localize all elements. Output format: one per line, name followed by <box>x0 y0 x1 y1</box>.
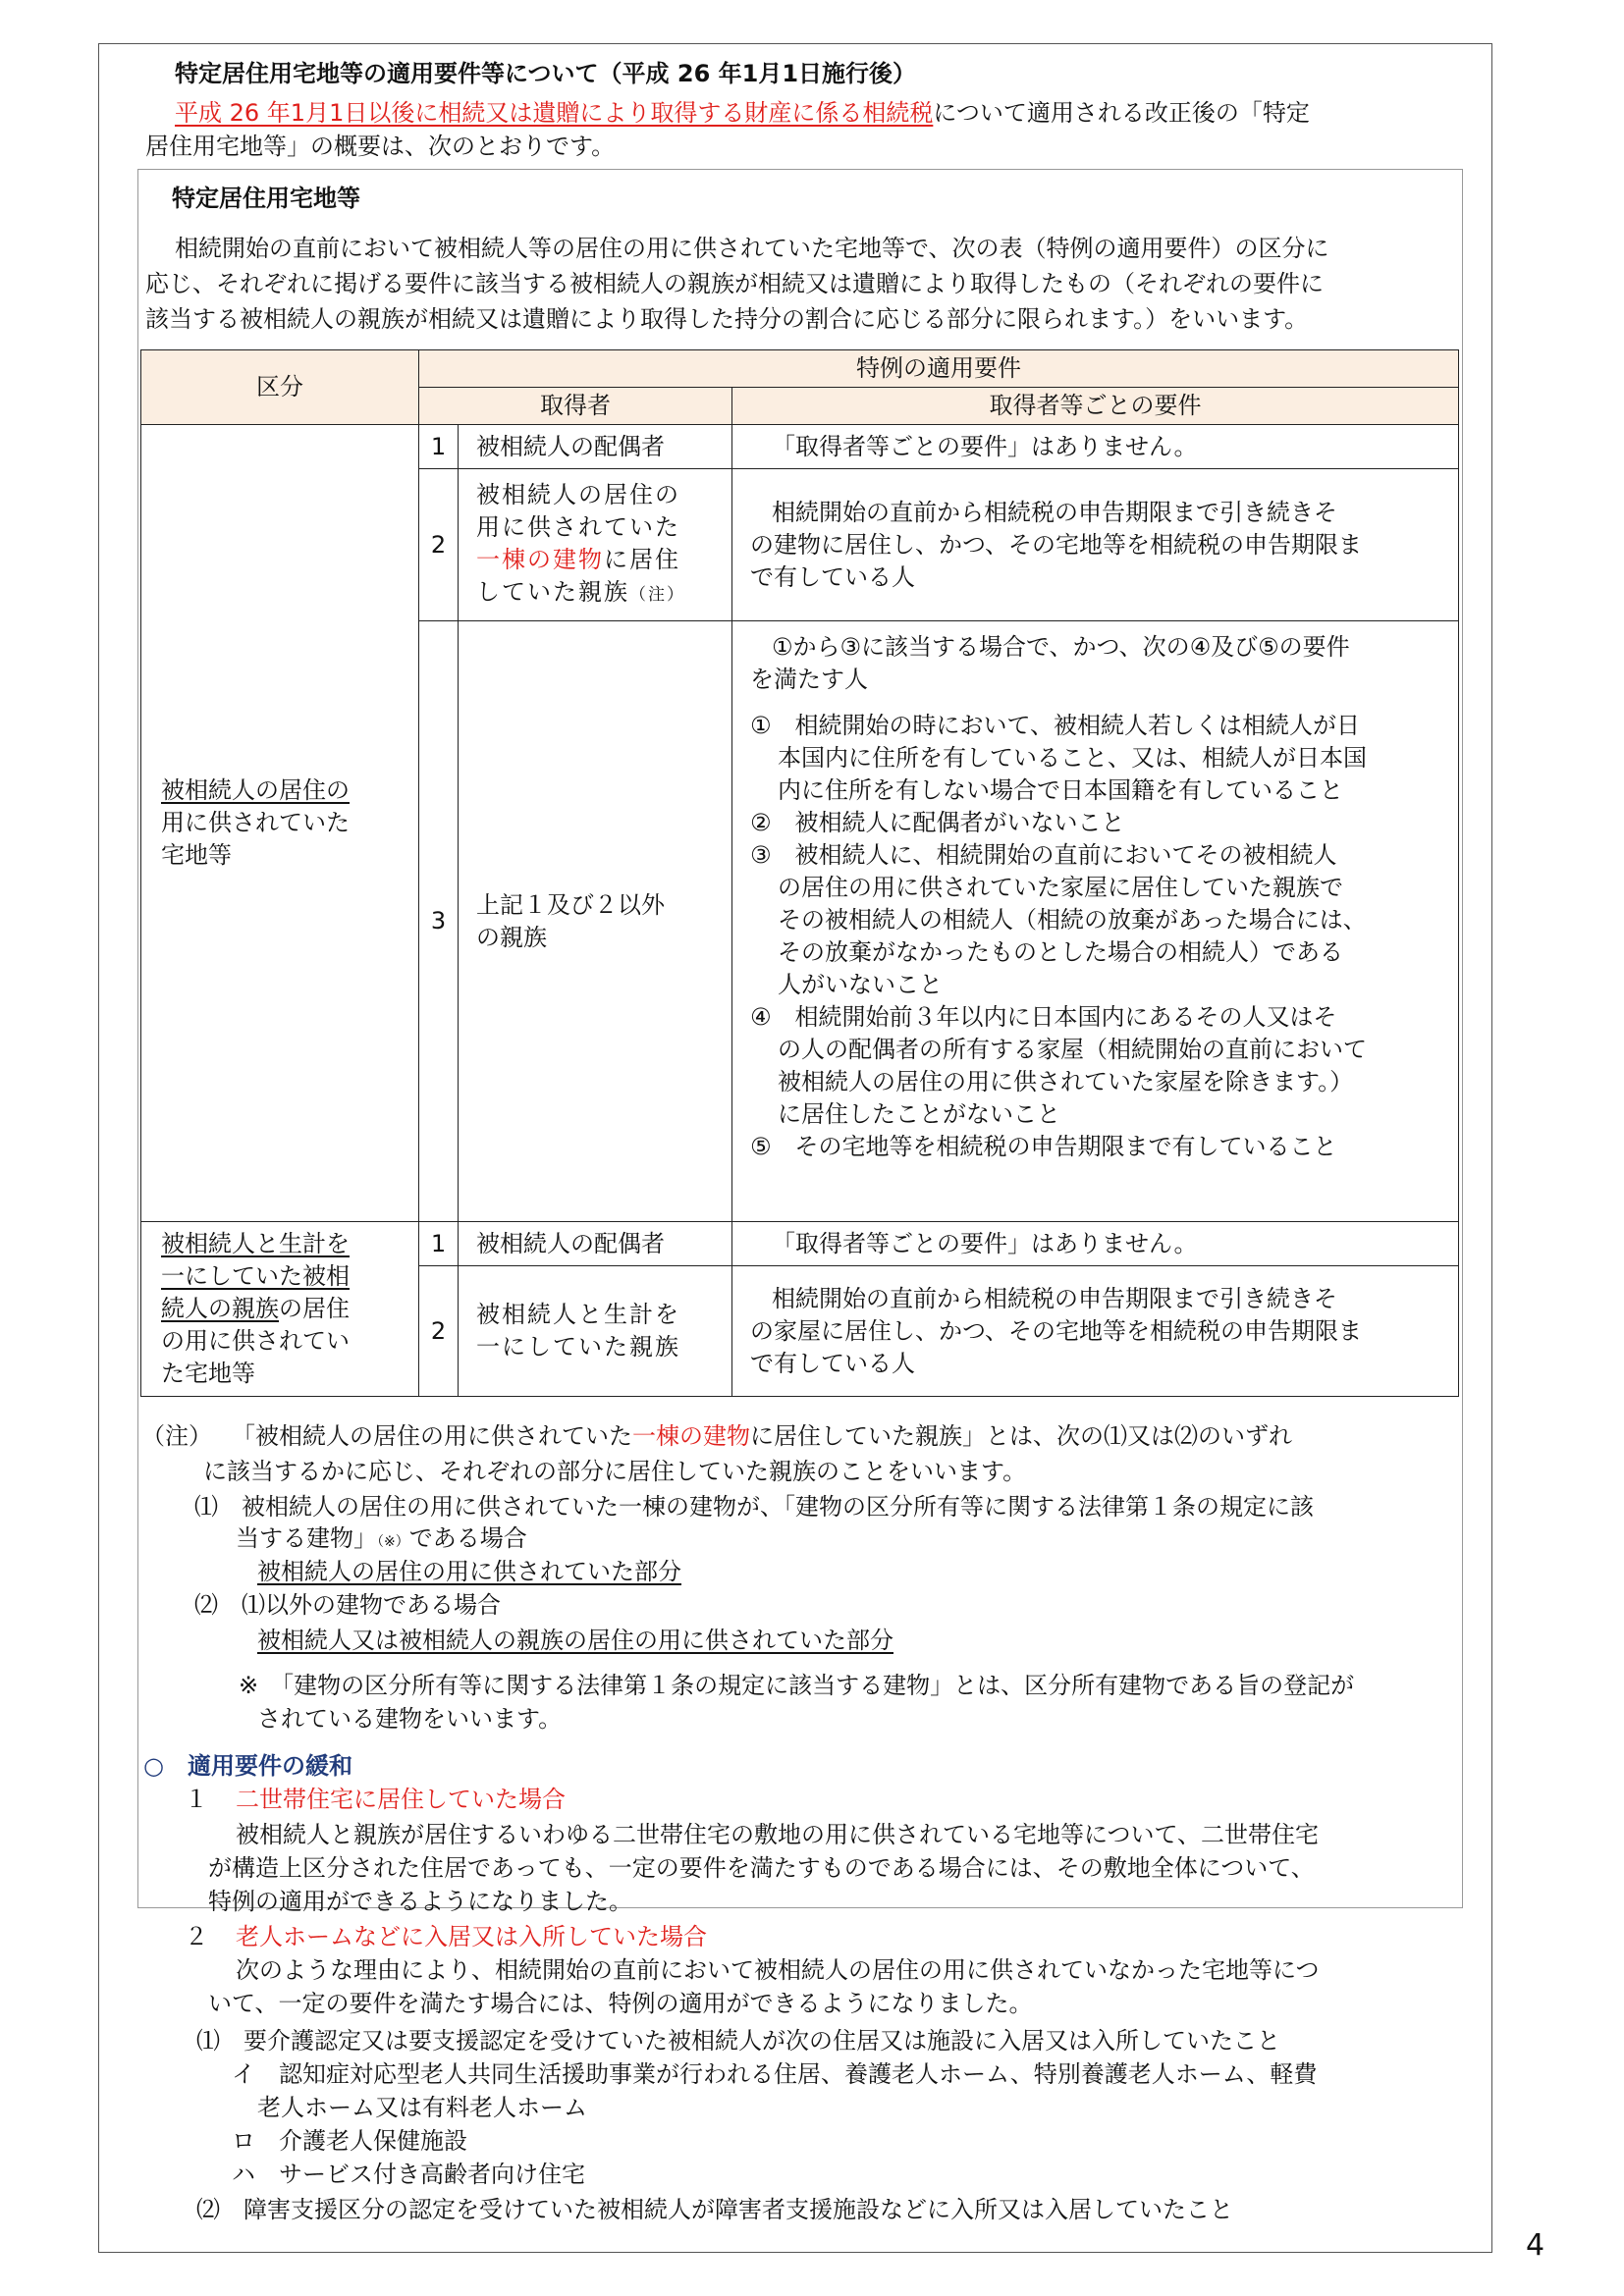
g1-r3-item-3 <box>750 839 1452 1001</box>
g1-kubun-line: 被相続人の居住の <box>161 776 350 804</box>
note-item-2-part: 被相続人又は被相続人の親族の居住の用に供されていた部分 <box>257 1627 893 1654</box>
relax-s1-num: １ <box>185 1786 208 1813</box>
g1-r3-item-line: その放棄がなかったものとした場合の相続人）である <box>778 938 1343 966</box>
note-red-text: 一棟の建物 <box>632 1422 750 1450</box>
requirements-table <box>140 349 1459 1397</box>
g2-kubun-plain: の居住 <box>279 1295 350 1322</box>
g1-r2-who <box>459 469 732 621</box>
g2-r2-num: 2 <box>419 1266 459 1397</box>
g2-r2-who-line: 被相続人と生計を <box>476 1301 680 1328</box>
note-mark: （注） <box>141 1422 212 1450</box>
intro-rest: について適用される改正後の「特定 <box>933 99 1310 127</box>
g2-r2-req-line: の家屋に居住し、かつ、その宅地等を相続税の申告期限ま <box>750 1316 1363 1345</box>
relax-s2-title: 老人ホームなどに入居又は入所していた場合 <box>236 1923 707 1950</box>
header-shutoku: 取得者 <box>419 388 732 425</box>
g1-r2-req-line: 相続開始の直前から相続税の申告期限まで引き続きそ <box>772 498 1337 526</box>
g2-r1-req: 「取得者等ごとの要件」はありません。 <box>732 1222 1459 1266</box>
g1-r2-who-line: 被相続人の居住の <box>476 480 680 508</box>
g1-kubun <box>141 425 419 1222</box>
relax-s1-line: が構造上区分された住居であっても、一定の要件を満たすものである場合には、その敷地全体について、 <box>208 1854 1315 1882</box>
g1-r2-req <box>732 469 1459 621</box>
g2-r2-req <box>732 1266 1459 1397</box>
relax-s2-num: ２ <box>185 1923 208 1950</box>
g1-kubun-line: 宅地等 <box>161 841 232 869</box>
g1-r3-item-line: ④ 相続開始前３年以内に日本国内にあるその人又はそ <box>750 1003 1337 1031</box>
g2-kubun-line: た宅地等 <box>161 1360 255 1387</box>
g1-r3-item-line: 被相続人の居住の用に供されていた家屋を除きます。） <box>778 1068 1354 1095</box>
g2-r2-who-line: 一にしていた親族 <box>476 1333 680 1361</box>
g2-kubun <box>141 1222 419 1397</box>
note-line-2: に該当するかに応じ、それぞれの部分に居住していた親族のことをいいます。 <box>203 1458 1027 1485</box>
g2-r1-who: 被相続人の配偶者 <box>459 1222 732 1266</box>
g1-r3-item-line: ① 相続開始の時において、被相続人若しくは相続人が日 <box>750 712 1361 739</box>
note-item-1-line-1: ⑴ 被相続人の居住の用に供されていた一棟の建物が、「建物の区分所有等に関する法律第１条の規定に該 <box>194 1493 1314 1521</box>
page-heading: 特定居住用宅地等の適用要件等について（平成 26 年1月1日施行後） <box>175 60 917 87</box>
relax-case-i-line-1: イ 認知症対応型老人共同生活援助事業が行われる住居、養護老人ホーム、特別養護老人ホーム、軽費 <box>232 2060 1318 2088</box>
note-item-1-line-2 <box>236 1522 527 1559</box>
g1-r3-item-line: の居住の用に供されていた家屋に居住していた親族で <box>778 874 1343 901</box>
relax-case-1: ⑴ 要介護認定又は要支援認定を受けていた被相続人が次の住居又は施設に入居又は入所していたこと <box>196 2027 1280 2055</box>
note-line-1 <box>141 1419 1292 1453</box>
note-item-2: ⑵ ⑴以外の建物である場合 <box>194 1591 501 1619</box>
g1-r1-num: 1 <box>419 425 459 469</box>
g1-r3-lead: ①から③に該当する場合で、かつ、次の④及び⑤の要件 <box>772 633 1350 661</box>
g1-r3-item-line: ③ 被相続人に、相続開始の直前においてその被相続人 <box>750 841 1337 869</box>
header-youken: 取得者等ごとの要件 <box>732 388 1459 425</box>
g1-r3-item-1 <box>750 710 1452 807</box>
g2-r2-req-line: で有している人 <box>750 1349 915 1377</box>
relax-case-ha: ハ サービス付き高齢者向け住宅 <box>232 2161 585 2188</box>
note-i1-mark: （※） <box>377 1534 409 1550</box>
g1-r3-item-line: 内に住所を有しない場合で日本国籍を有していること <box>778 776 1343 804</box>
header-tokurei: 特例の適用要件 <box>419 350 1459 388</box>
g1-r3-item-2 <box>750 807 1452 839</box>
g1-r3-who-line: の親族 <box>476 923 547 951</box>
g1-r3-item-5 <box>750 1131 1452 1163</box>
g2-r2-req-line: 相続開始の直前から相続税の申告期限まで引き続きそ <box>772 1284 1337 1312</box>
note-i1b: 当する建物」 <box>236 1524 377 1552</box>
intro-line-1 <box>175 96 1310 130</box>
g1-r3-num: 3 <box>419 621 459 1222</box>
g1-r2-who-line: 用に供されていた <box>476 512 680 541</box>
note-item-1-part: 被相続人の居住の用に供されていた部分 <box>257 1558 681 1585</box>
g1-r3-who <box>459 621 732 1222</box>
g1-r3-item-line: その被相続人の相続人（相続の放棄があった場合には、 <box>778 906 1367 934</box>
g1-r2-req-line: で有している人 <box>750 562 915 591</box>
relax-s2-line: 次のような理由により、相続開始の直前において被相続人の居住の用に供されていなかった宅地等につ <box>236 1956 1320 1984</box>
intro-line-2: 居住用宅地等」の概要は、次のとおりです。 <box>145 133 616 160</box>
note-i1c: である場合 <box>408 1524 527 1552</box>
relax-title: ○ 適用要件の緩和 <box>143 1752 352 1780</box>
g1-r3-lead: を満たす人 <box>750 666 868 693</box>
g1-r2-who4: していた親族 <box>476 577 629 606</box>
g2-kubun-line: の用に供されてい <box>161 1327 350 1355</box>
g1-r3-who-line: 上記１及び２以外 <box>476 890 665 919</box>
g2-kubun-line: 被相続人と生計を <box>161 1230 350 1257</box>
g1-r2-num: 2 <box>419 469 459 621</box>
g2-kubun-underlined: 続人の親族 <box>161 1295 279 1322</box>
g1-r2-who-rest: に居住 <box>604 545 680 573</box>
g1-r1-req: 「取得者等ごとの要件」はありません。 <box>732 425 1459 469</box>
g1-r3-item-line: 人がいないこと <box>778 971 943 998</box>
g1-r2-req-line: の建物に居住し、かつ、その宅地等を相続税の申告期限ま <box>750 530 1363 559</box>
section-para-2: 応じ、それぞれに掲げる要件に該当する被相続人の親族が相続又は遺贈により取得したもの（それぞれの要件に <box>145 270 1324 297</box>
g2-r2-who <box>459 1266 732 1397</box>
asterisk-note-line-1: ※ 「建物の区分所有等に関する法律第１条の規定に該当する建物」とは、区分所有建物である旨の登記が <box>239 1672 1355 1699</box>
g1-r1-who: 被相続人の配偶者 <box>459 425 732 469</box>
relax-s2-heading <box>185 1920 707 1953</box>
note-text-b: に居住していた親族」とは、次の⑴又は⑵のいずれ <box>750 1422 1292 1450</box>
g1-r3-item-line: 本国内に住所を有していること、又は、相続人が日本国 <box>778 744 1367 772</box>
g1-r3-item-line: に居住したことがないこと <box>778 1100 1060 1128</box>
relax-case-i-line-2: 老人ホーム又は有料老人ホーム <box>257 2094 587 2121</box>
relax-s1-title: 二世帯住宅に居住していた場合 <box>236 1786 566 1813</box>
relax-case-ro: ロ 介護老人保健施設 <box>232 2127 467 2155</box>
g2-kubun-line <box>161 1293 412 1325</box>
page-number: 4 <box>1526 2228 1545 2263</box>
g1-r2-note-mark: （注） <box>629 584 685 605</box>
relax-s1-heading <box>185 1783 566 1816</box>
g1-r3-item-4 <box>750 1001 1452 1131</box>
g1-kubun-line: 用に供されていた <box>161 809 350 836</box>
intro-red-text: 平成 26 年1月1日以後に相続又は遺贈により取得する財産に係る相続税 <box>175 99 934 127</box>
section-title: 特定居住用宅地等 <box>172 185 360 212</box>
g1-r3-req <box>732 621 1459 1222</box>
relax-case-2: ⑵ 障害支援区分の認定を受けていた被相続人が障害者支援施設などに入所又は入居していたこと <box>196 2196 1233 2223</box>
section-para-3: 該当する被相続人の親族が相続又は遺贈により取得した持分の割合に応じる部分に限られます。）をいいます。 <box>145 305 1309 333</box>
section-para-1: 相続開始の直前において被相続人等の居住の用に供されていた宅地等で、次の表（特例の適用要件）の区分に <box>175 235 1329 262</box>
g1-r3-item-line: の人の配偶者の所有する家屋（相続開始の直前において <box>778 1036 1367 1063</box>
asterisk-note-line-2: されている建物をいいます。 <box>257 1705 563 1733</box>
g1-r2-red-text: 一棟の建物 <box>476 545 604 573</box>
note-text-a: 「被相続人の居住の用に供されていた <box>232 1422 632 1450</box>
g1-r2-who-line <box>476 576 726 612</box>
g1-r2-who-line <box>476 544 726 576</box>
g1-r3-item-line: ② 被相続人に配偶者がいないこと <box>750 809 1125 836</box>
header-kubun: 区分 <box>141 350 419 425</box>
relax-s2-line: いて、一定の要件を満たす場合には、特例の適用ができるようになりました。 <box>208 1990 1033 2017</box>
relax-s1-line: 特例の適用ができるようになりました。 <box>208 1888 632 1915</box>
g2-r1-num: 1 <box>419 1222 459 1266</box>
relax-s1-line: 被相続人と親族が居住するいわゆる二世帯住宅の敷地の用に供されている宅地等について、二世帯住宅 <box>236 1821 1320 1848</box>
g1-r3-item-line: ⑤ その宅地等を相続税の申告期限まで有していること <box>750 1133 1337 1160</box>
g2-kubun-line: 一にしていた被相 <box>161 1262 350 1290</box>
